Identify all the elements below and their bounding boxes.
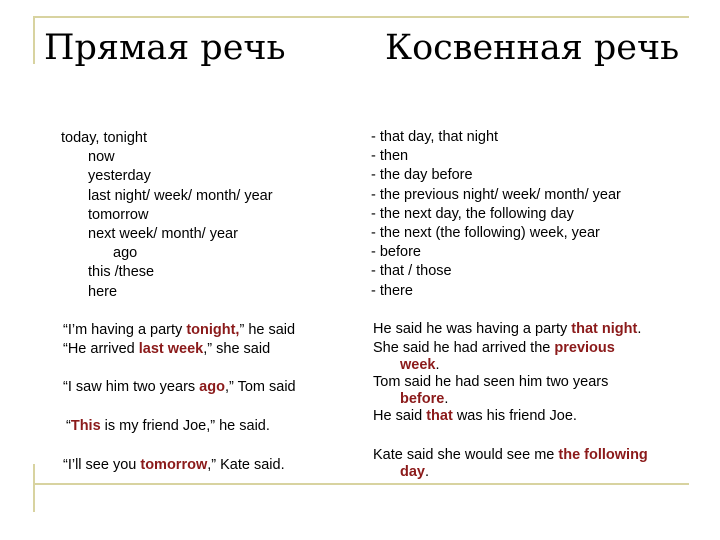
direct-word-item: last night/ week/ month/ year	[88, 187, 273, 204]
example-text: “I’ll see you	[63, 457, 141, 473]
indirect-example-4	[373, 408, 577, 425]
highlight-word: week	[400, 356, 436, 373]
example-text: ,” Kate said.	[207, 457, 285, 473]
indirect-words-list	[371, 128, 621, 301]
decorative-rule-top	[33, 16, 689, 18]
direct-word-item: here	[88, 283, 118, 300]
highlight-word: the following	[558, 447, 648, 463]
direct-example-2	[63, 341, 270, 358]
example-text: “I saw him two years	[63, 379, 200, 395]
direct-word-item: next week/ month/ year	[88, 226, 238, 243]
indirect-word-item: - that / those	[371, 263, 452, 280]
example-text: .	[637, 321, 642, 337]
title-direct-speech: Прямая речь	[44, 28, 286, 68]
indirect-word-item: - there	[371, 282, 413, 299]
direct-word-item: yesterday	[88, 168, 151, 185]
decorative-rule-bottom	[33, 483, 689, 485]
example-text: was his friend Joe.	[452, 408, 577, 424]
example-text: .	[444, 390, 449, 407]
example-text: He said	[373, 408, 427, 424]
indirect-word-item: - that day, that night	[371, 129, 499, 145]
highlight-word: ago	[199, 379, 225, 395]
highlight-word: last week	[138, 341, 204, 357]
highlight-word: previous	[554, 340, 615, 356]
indirect-example-1	[373, 321, 641, 338]
indirect-word-item: - before	[371, 244, 421, 261]
highlight-word: tonight,	[186, 322, 240, 338]
direct-example-5	[63, 457, 285, 474]
example-text: He said he was having a party	[373, 321, 572, 337]
example-text: .	[425, 463, 430, 480]
direct-word-item: now	[88, 149, 115, 166]
indirect-word-item: - the next (the following) week, year	[371, 225, 600, 242]
example-text: She said he had arrived the	[373, 340, 555, 356]
direct-words-list	[61, 129, 273, 302]
highlight-word: that night	[571, 321, 638, 337]
decorative-rule-left-bottom	[33, 464, 35, 512]
highlight-word: before	[400, 390, 445, 407]
indirect-example-3	[373, 374, 608, 407]
direct-word-item: tomorrow	[88, 206, 149, 223]
example-text: .	[435, 356, 440, 373]
example-text: is my friend Joe,” he said.	[100, 418, 270, 434]
indirect-example-2	[373, 340, 615, 373]
direct-word-item: ago	[113, 245, 138, 262]
title-indirect-speech: Косвенная речь	[385, 28, 680, 68]
highlight-word: tomorrow	[140, 457, 208, 473]
indirect-word-item: - then	[371, 148, 409, 165]
example-text: ,” Tom said	[224, 379, 296, 395]
example-text: ,” she said	[203, 341, 271, 357]
direct-example-4	[66, 418, 270, 435]
direct-word-item: this /these	[88, 264, 155, 281]
direct-example-1	[63, 322, 295, 339]
indirect-word-item: - the previous night/ week/ month/ year	[371, 186, 621, 203]
example-text: “	[66, 418, 71, 434]
decorative-rule-left-top	[33, 16, 35, 64]
indirect-word-item: - the next day, the following day	[371, 205, 574, 222]
example-text: Kate said she would see me	[373, 447, 559, 463]
direct-example-3	[63, 379, 296, 396]
direct-word-item: today, tonight	[61, 130, 147, 146]
highlight-word: that	[426, 408, 453, 424]
highlight-word: This	[70, 418, 101, 434]
example-text: ” he said	[239, 322, 296, 338]
example-text: Tom said he had seen him two years	[373, 374, 609, 390]
example-text: “He arrived	[63, 341, 139, 357]
indirect-example-5	[373, 447, 648, 480]
indirect-word-item: - the day before	[371, 167, 473, 184]
highlight-word: day	[400, 463, 425, 480]
example-text: “I’m having a party	[63, 322, 187, 338]
